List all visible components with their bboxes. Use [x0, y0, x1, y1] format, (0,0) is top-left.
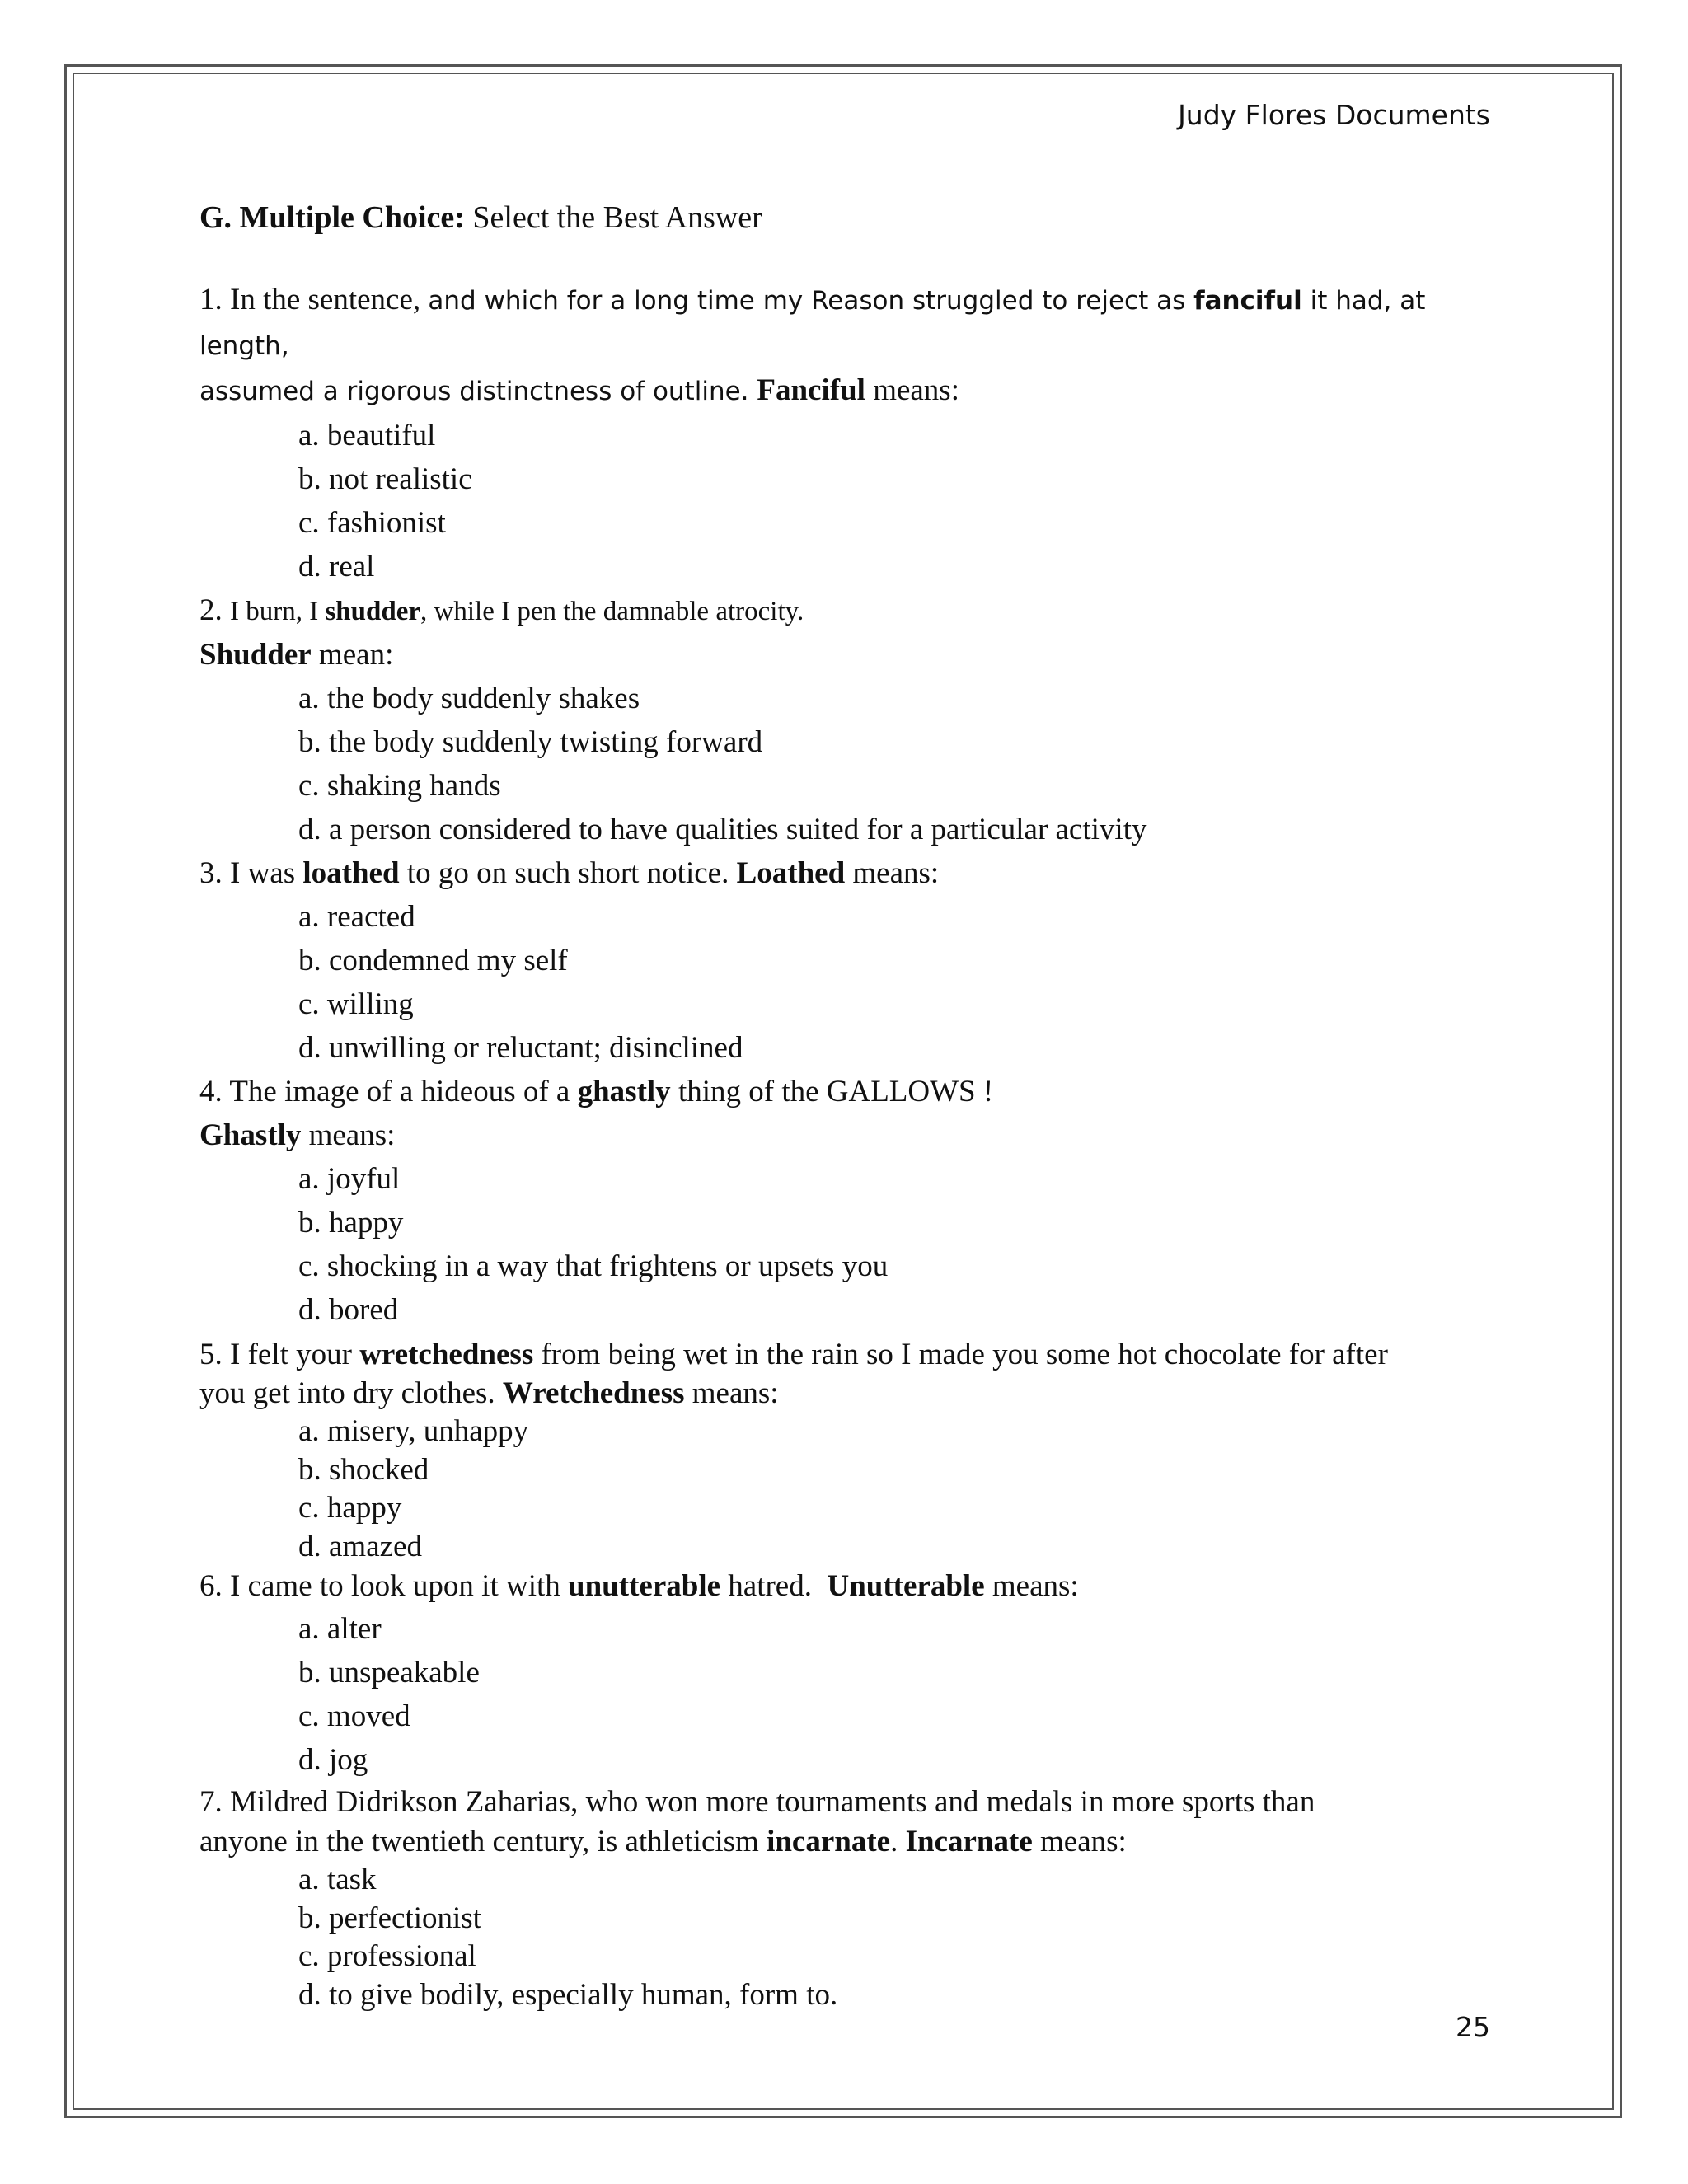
question-4-option-a[interactable]: a. joyful: [298, 1162, 401, 1197]
question-7: [199, 1782, 1502, 2014]
question-4-option-b[interactable]: b. happy: [298, 1206, 404, 1240]
question-3-option-a[interactable]: a. reacted: [298, 900, 415, 935]
question-2-option-d[interactable]: d. a person considered to have qualities suited for a particular activity: [298, 813, 1147, 847]
question-7-option-a[interactable]: a. task: [298, 1863, 377, 1897]
question-2: [199, 588, 1502, 851]
question-4: [199, 1070, 1502, 1332]
question-3: [199, 851, 1502, 1070]
question-5-option-c[interactable]: c. happy: [298, 1491, 402, 1526]
question-7-keyword: incarnate: [767, 1825, 891, 1859]
question-7-term: Incarnate: [905, 1825, 1033, 1859]
section-subtitle: Select the Best Answer: [464, 200, 762, 235]
section-label: G. Multiple Choice:: [199, 200, 465, 235]
question-6: [199, 1566, 1502, 1782]
question-2-option-a[interactable]: a. the body suddenly shakes: [298, 682, 640, 716]
question-6-stem: 6. I came to look upon it with unutterable hatred. Unutterable means:: [199, 1569, 1079, 1604]
question-3-option-c[interactable]: c. willing: [298, 987, 414, 1022]
question-7-option-c[interactable]: c. professional: [298, 1939, 476, 1974]
question-1-term: Fanciful: [757, 373, 865, 408]
question-7-stem-continued: anyone in the twentieth century, is athleticism incarnate. Incarnate means:: [199, 1825, 1127, 1859]
question-6-option-d[interactable]: d. jog: [298, 1743, 368, 1778]
header-text: Judy Flores Documents: [1178, 99, 1490, 131]
question-4-option-c[interactable]: c. shocking in a way that frightens or upsets you: [298, 1249, 889, 1284]
question-1-option-a[interactable]: a. beautiful: [298, 419, 436, 453]
worksheet-content: [199, 198, 1502, 2014]
question-7-option-d[interactable]: d. to give bodily, especially human, form to.: [298, 1977, 838, 2012]
section-title: [199, 198, 1502, 238]
question-4-keyword: ghastly: [577, 1075, 671, 1109]
question-1-option-b[interactable]: b. not realistic: [298, 462, 472, 497]
page-number: 25: [1456, 2011, 1490, 2043]
question-3-option-b[interactable]: b. condemned my self: [298, 944, 568, 978]
question-7-option-b[interactable]: b. perfectionist: [298, 1900, 481, 1935]
question-2-option-b[interactable]: b. the body suddenly twisting forward: [298, 725, 763, 760]
question-1-option-c[interactable]: c. fashionist: [298, 506, 446, 541]
question-2-keyword: shudder: [325, 597, 421, 627]
question-2-prompt: Shudder mean:: [199, 638, 394, 673]
question-7-stem: 7. Mildred Didrikson Zaharias, who won more tournaments and medals in more sports than: [199, 1785, 1315, 1820]
question-6-term: Unutterable: [827, 1569, 985, 1604]
question-1-keyword: fanciful: [1193, 286, 1302, 316]
question-2-option-c[interactable]: c. shaking hands: [298, 769, 501, 804]
question-4-stem: 4. The image of a hideous of a ghastly thing of the GALLOWS !: [199, 1075, 994, 1109]
question-6-option-b[interactable]: b. unspeakable: [298, 1656, 480, 1690]
question-1: [199, 278, 1502, 588]
question-2-stem: 2. I burn, I shudder, while I pen the damnable atrocity.: [199, 593, 804, 628]
question-6-option-c[interactable]: c. moved: [298, 1699, 410, 1734]
question-3-term: Loathed: [736, 856, 846, 891]
question-1-option-d[interactable]: d. real: [298, 550, 375, 584]
question-1-stem-continued: assumed a rigorous distinctness of outline. Fanciful means:: [199, 373, 959, 408]
question-4-term: Ghastly: [199, 1118, 302, 1153]
question-1-stem: 1. In the sentence, and which for a long time my Reason struggled to reject as fanciful it had, at length,: [199, 283, 1426, 362]
question-5-stem-continued: you get into dry clothes. Wretchedness means:: [199, 1376, 779, 1411]
question-3-option-d[interactable]: d. unwilling or reluctant; disinclined: [298, 1031, 743, 1066]
question-5-keyword: wretchedness: [359, 1338, 534, 1372]
question-3-stem: 3. I was loathed to go on such short notice. Loathed means:: [199, 856, 940, 891]
question-3-keyword: loathed: [302, 856, 400, 891]
question-5-option-a[interactable]: a. misery, unhappy: [298, 1414, 529, 1449]
question-6-option-a[interactable]: a. alter: [298, 1612, 382, 1647]
question-5-stem: 5. I felt your wretchedness from being wet in the rain so I made you some hot chocolate for after: [199, 1338, 1388, 1372]
question-4-option-d[interactable]: d. bored: [298, 1293, 399, 1328]
question-5-option-b[interactable]: b. shocked: [298, 1452, 429, 1487]
question-5-term: Wretchedness: [502, 1376, 685, 1411]
question-6-keyword: unutterable: [568, 1569, 721, 1604]
question-5: [199, 1335, 1502, 1566]
question-4-prompt: Ghastly means:: [199, 1118, 396, 1153]
question-2-term: Shudder: [199, 638, 312, 673]
question-5-option-d[interactable]: d. amazed: [298, 1529, 422, 1563]
